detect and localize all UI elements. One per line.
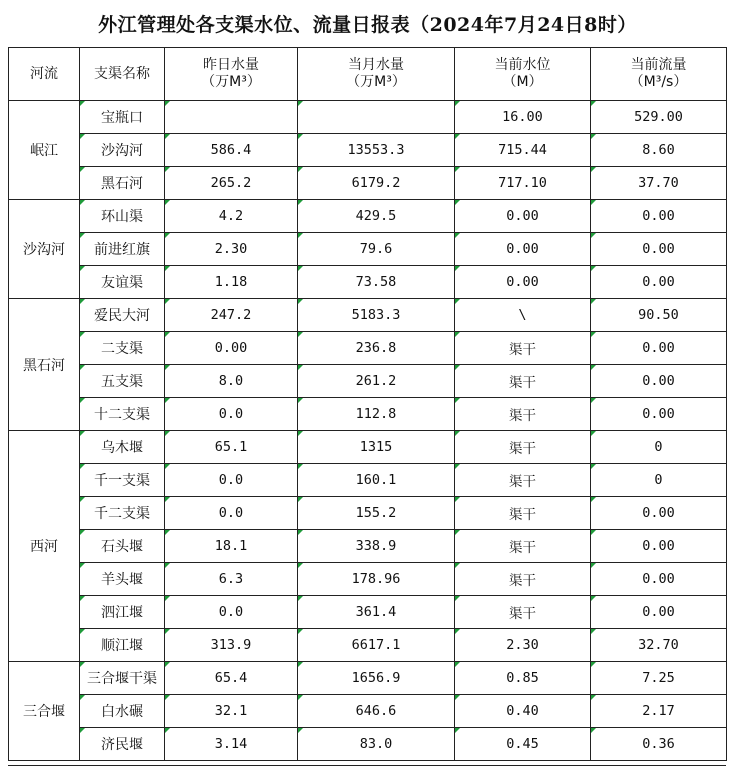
table-body <box>9 101 727 761</box>
month-volume-cell[interactable]: 361.4 <box>298 596 455 629</box>
yesterday-volume-cell[interactable]: 265.2 <box>165 167 298 200</box>
branch-name-cell[interactable]: 沙沟河 <box>80 134 165 167</box>
branch-name-cell[interactable]: 济民堰 <box>80 728 165 761</box>
branch-name-cell[interactable]: 爱民大河 <box>80 299 165 332</box>
current-flow-cell[interactable]: 0.00 <box>591 266 727 299</box>
current-level-cell[interactable]: 渠干 <box>455 398 591 431</box>
table-row <box>9 662 727 695</box>
current-flow-cell[interactable]: 0.00 <box>591 530 727 563</box>
branch-name-cell[interactable]: 黑石河 <box>80 167 165 200</box>
table-row <box>9 167 727 200</box>
month-volume-cell[interactable]: 646.6 <box>298 695 455 728</box>
branch-name-cell[interactable]: 石头堰 <box>80 530 165 563</box>
header-month-label: 当月水量 <box>348 57 404 73</box>
table-row <box>9 266 727 299</box>
river-cell[interactable]: 岷江 <box>9 101 80 200</box>
table-row <box>9 728 727 761</box>
yesterday-volume-cell[interactable]: 8.0 <box>165 365 298 398</box>
table-row <box>9 101 727 134</box>
current-flow-cell[interactable]: 0.00 <box>591 365 727 398</box>
branch-name-cell[interactable]: 千二支渠 <box>80 497 165 530</box>
current-flow-cell[interactable]: 0.00 <box>591 497 727 530</box>
yesterday-volume-cell[interactable]: 247.2 <box>165 299 298 332</box>
yesterday-volume-cell[interactable]: 3.14 <box>165 728 298 761</box>
yesterday-volume-cell[interactable]: 65.4 <box>165 662 298 695</box>
branch-name-cell[interactable]: 前进红旗 <box>80 233 165 266</box>
yesterday-volume-cell[interactable]: 0.0 <box>165 464 298 497</box>
current-flow-cell[interactable]: 0.00 <box>591 332 727 365</box>
table-row <box>9 431 727 464</box>
branch-name-cell[interactable]: 千一支渠 <box>80 464 165 497</box>
current-level-cell[interactable]: 渠干 <box>455 497 591 530</box>
current-flow-cell[interactable]: 0.00 <box>591 200 727 233</box>
branch-name-cell[interactable]: 乌木堰 <box>80 431 165 464</box>
table-row <box>9 695 727 728</box>
yesterday-volume-cell[interactable]: 65.1 <box>165 431 298 464</box>
month-volume-cell[interactable]: 6617.1 <box>298 629 455 662</box>
yesterday-volume-cell[interactable]: 2.30 <box>165 233 298 266</box>
branch-name-cell[interactable]: 顺江堰 <box>80 629 165 662</box>
yesterday-volume-cell[interactable]: 32.1 <box>165 695 298 728</box>
header-current-flow[interactable] <box>591 48 727 101</box>
table-row <box>9 464 727 497</box>
header-river[interactable]: 河流 <box>9 48 80 101</box>
month-volume-cell[interactable]: 6179.2 <box>298 167 455 200</box>
table-row <box>9 134 727 167</box>
river-cell[interactable]: 黑石河 <box>9 299 80 431</box>
branch-name-cell[interactable]: 白水碾 <box>80 695 165 728</box>
table-row <box>9 365 727 398</box>
current-level-cell[interactable]: 715.44 <box>455 134 591 167</box>
month-volume-cell[interactable]: 13553.3 <box>298 134 455 167</box>
current-flow-cell[interactable]: 8.60 <box>591 134 727 167</box>
header-current-level[interactable] <box>455 48 591 101</box>
yesterday-volume-cell[interactable]: 4.2 <box>165 200 298 233</box>
current-flow-cell[interactable]: 0.00 <box>591 596 727 629</box>
month-volume-cell[interactable]: 1315 <box>298 431 455 464</box>
table-row <box>9 530 727 563</box>
month-volume-cell[interactable]: 429.5 <box>298 200 455 233</box>
yesterday-volume-cell[interactable]: 0.00 <box>165 332 298 365</box>
current-flow-cell[interactable]: 0.00 <box>591 233 727 266</box>
table-row <box>9 398 727 431</box>
table-row <box>9 233 727 266</box>
yesterday-volume-cell[interactable] <box>165 101 298 134</box>
header-yesterday-volume[interactable] <box>165 48 298 101</box>
table-row <box>9 629 727 662</box>
table-row <box>9 497 727 530</box>
current-level-cell[interactable]: 0.40 <box>455 695 591 728</box>
yesterday-volume-cell[interactable]: 0.0 <box>165 596 298 629</box>
river-cell[interactable]: 西河 <box>9 431 80 662</box>
branch-name-cell[interactable]: 二支渠 <box>80 332 165 365</box>
month-volume-cell[interactable]: 338.9 <box>298 530 455 563</box>
branch-name-cell[interactable]: 宝瓶口 <box>80 101 165 134</box>
table-row <box>9 563 727 596</box>
river-cell[interactable]: 沙沟河 <box>9 200 80 299</box>
month-volume-cell[interactable]: 112.8 <box>298 398 455 431</box>
table-row <box>9 332 727 365</box>
branch-name-cell[interactable]: 友谊渠 <box>80 266 165 299</box>
current-level-cell[interactable]: 16.00 <box>455 101 591 134</box>
current-level-cell[interactable]: 2.30 <box>455 629 591 662</box>
yesterday-volume-cell[interactable]: 313.9 <box>165 629 298 662</box>
yesterday-volume-cell[interactable]: 6.3 <box>165 563 298 596</box>
current-level-cell[interactable]: 渠干 <box>455 332 591 365</box>
header-yesterday-unit: （万M³） <box>201 74 261 90</box>
month-volume-cell[interactable]: 79.6 <box>298 233 455 266</box>
water-report-table <box>8 47 727 761</box>
branch-name-cell[interactable]: 泗江堰 <box>80 596 165 629</box>
header-yesterday-label: 昨日水量 <box>203 57 259 73</box>
month-volume-cell[interactable]: 236.8 <box>298 332 455 365</box>
yesterday-volume-cell[interactable]: 586.4 <box>165 134 298 167</box>
current-level-cell[interactable]: \ <box>455 299 591 332</box>
current-level-cell[interactable]: 717.10 <box>455 167 591 200</box>
current-flow-cell[interactable]: 0.36 <box>591 728 727 761</box>
current-level-cell[interactable]: 渠干 <box>455 365 591 398</box>
month-volume-cell[interactable]: 1656.9 <box>298 662 455 695</box>
month-volume-cell[interactable] <box>298 101 455 134</box>
current-flow-cell[interactable]: 0 <box>591 464 727 497</box>
current-flow-cell[interactable]: 529.00 <box>591 101 727 134</box>
current-flow-cell[interactable]: 0 <box>591 431 727 464</box>
header-month-unit: （万M³） <box>346 74 406 90</box>
table-row <box>9 596 727 629</box>
month-volume-cell[interactable]: 261.2 <box>298 365 455 398</box>
sheet-bottom-border <box>8 765 726 766</box>
month-volume-cell[interactable]: 178.96 <box>298 563 455 596</box>
yesterday-volume-cell[interactable]: 1.18 <box>165 266 298 299</box>
current-flow-cell[interactable]: 32.70 <box>591 629 727 662</box>
current-flow-cell[interactable]: 0.00 <box>591 563 727 596</box>
header-flow-unit: （M³/s） <box>629 74 688 90</box>
current-level-cell[interactable]: 渠干 <box>455 596 591 629</box>
branch-name-cell[interactable]: 五支渠 <box>80 365 165 398</box>
branch-name-cell[interactable]: 羊头堰 <box>80 563 165 596</box>
current-flow-cell[interactable]: 90.50 <box>591 299 727 332</box>
month-volume-cell[interactable]: 83.0 <box>298 728 455 761</box>
yesterday-volume-cell[interactable]: 0.0 <box>165 497 298 530</box>
current-level-cell[interactable]: 0.85 <box>455 662 591 695</box>
header-flow-label: 当前流量 <box>630 57 687 73</box>
branch-name-cell[interactable]: 环山渠 <box>80 200 165 233</box>
branch-name-cell[interactable]: 十二支渠 <box>80 398 165 431</box>
current-level-cell[interactable]: 0.00 <box>455 266 591 299</box>
current-flow-cell[interactable]: 2.17 <box>591 695 727 728</box>
header-branch[interactable]: 支渠名称 <box>80 48 165 101</box>
branch-name-cell[interactable]: 三合堰干渠 <box>80 662 165 695</box>
table-row <box>9 299 727 332</box>
table-row <box>9 200 727 233</box>
current-level-cell[interactable]: 0.45 <box>455 728 591 761</box>
current-level-cell[interactable]: 渠干 <box>455 563 591 596</box>
header-month-volume[interactable] <box>298 48 455 101</box>
report-title: 外江管理处各支渠水位、流量日报表（2024年7月24日8时） <box>98 13 637 36</box>
month-volume-cell[interactable]: 73.58 <box>298 266 455 299</box>
current-flow-cell[interactable]: 7.25 <box>591 662 727 695</box>
yesterday-volume-cell[interactable]: 18.1 <box>165 530 298 563</box>
current-flow-cell[interactable]: 0.00 <box>591 398 727 431</box>
month-volume-cell[interactable]: 5183.3 <box>298 299 455 332</box>
current-flow-cell[interactable]: 37.70 <box>591 167 727 200</box>
river-cell[interactable]: 三合堰 <box>9 662 80 761</box>
header-row <box>9 48 727 101</box>
current-level-cell[interactable]: 0.00 <box>455 233 591 266</box>
current-level-cell[interactable]: 渠干 <box>455 530 591 563</box>
header-level-unit: （M） <box>502 74 543 90</box>
header-level-label: 当前水位 <box>494 57 551 73</box>
current-level-cell[interactable]: 渠干 <box>455 464 591 497</box>
current-level-cell[interactable]: 渠干 <box>455 431 591 464</box>
current-level-cell[interactable]: 0.00 <box>455 200 591 233</box>
yesterday-volume-cell[interactable]: 0.0 <box>165 398 298 431</box>
month-volume-cell[interactable]: 155.2 <box>298 497 455 530</box>
month-volume-cell[interactable]: 160.1 <box>298 464 455 497</box>
